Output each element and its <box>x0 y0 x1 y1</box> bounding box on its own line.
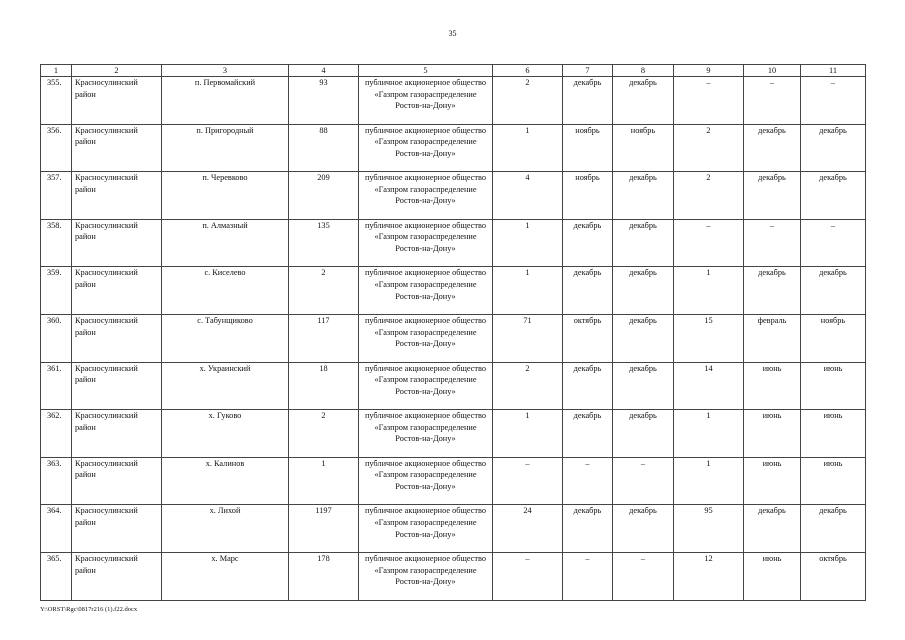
table-row <box>41 457 866 505</box>
cell-month-start-2: декабрь <box>744 172 801 220</box>
cell-month-start: декабрь <box>563 77 613 125</box>
cell-count: 1 <box>493 219 563 267</box>
cell-count: 2 <box>493 362 563 410</box>
table-row <box>41 172 866 220</box>
cell-settlement: п. Первомайский <box>162 77 289 125</box>
cell-month-end-2: июнь <box>801 457 866 505</box>
cell-month-end-2: декабрь <box>801 505 866 553</box>
cell-month-start-2: июнь <box>744 457 801 505</box>
cell-row-number: 365. <box>41 552 72 600</box>
column-header-9: 9 <box>674 65 744 77</box>
cell-month-end: ноябрь <box>613 124 674 172</box>
cell-settlement: п. Пригородный <box>162 124 289 172</box>
cell-organization: публичное акционерное общество «Газпром газораспределение Ростов-на-Дону» <box>359 457 493 505</box>
cell-row-number: 364. <box>41 505 72 553</box>
cell-row-number: 359. <box>41 267 72 315</box>
cell-month-end-2: декабрь <box>801 124 866 172</box>
cell-row-number: 362. <box>41 410 72 458</box>
cell-count-2: 1 <box>674 410 744 458</box>
cell-quantity: 117 <box>289 314 359 362</box>
cell-month-start: декабрь <box>563 410 613 458</box>
cell-month-start: декабрь <box>563 505 613 553</box>
cell-quantity: 135 <box>289 219 359 267</box>
table-row <box>41 77 866 125</box>
cell-district: Красносулинский район <box>72 314 162 362</box>
cell-month-end: декабрь <box>613 77 674 125</box>
cell-month-end: – <box>613 457 674 505</box>
cell-count: 1 <box>493 267 563 315</box>
table-row <box>41 219 866 267</box>
cell-month-start-2: июнь <box>744 410 801 458</box>
cell-district: Красносулинский район <box>72 77 162 125</box>
table-row <box>41 552 866 600</box>
cell-month-end: – <box>613 552 674 600</box>
cell-month-end-2: июнь <box>801 362 866 410</box>
cell-month-start: ноябрь <box>563 124 613 172</box>
table-row <box>41 267 866 315</box>
cell-organization: публичное акционерное общество «Газпром газораспределение Ростов-на-Дону» <box>359 362 493 410</box>
cell-month-start-2: декабрь <box>744 267 801 315</box>
cell-count-2: 15 <box>674 314 744 362</box>
cell-count: 2 <box>493 77 563 125</box>
cell-month-start-2: июнь <box>744 362 801 410</box>
cell-month-end: декабрь <box>613 505 674 553</box>
cell-month-end-2: декабрь <box>801 172 866 220</box>
cell-quantity: 178 <box>289 552 359 600</box>
cell-month-start: ноябрь <box>563 172 613 220</box>
data-table <box>40 64 866 601</box>
cell-month-start-2: – <box>744 219 801 267</box>
cell-count-2: 2 <box>674 124 744 172</box>
cell-district: Красносулинский район <box>72 552 162 600</box>
cell-quantity: 2 <box>289 267 359 315</box>
table-body <box>41 77 866 601</box>
column-header-10: 10 <box>744 65 801 77</box>
cell-count-2: – <box>674 219 744 267</box>
cell-month-start: декабрь <box>563 219 613 267</box>
cell-count: 4 <box>493 172 563 220</box>
cell-organization: публичное акционерное общество «Газпром газораспределение Ростов-на-Дону» <box>359 172 493 220</box>
cell-settlement: х. Марс <box>162 552 289 600</box>
cell-month-end: декабрь <box>613 172 674 220</box>
cell-count-2: 95 <box>674 505 744 553</box>
cell-count-2: 1 <box>674 457 744 505</box>
column-header-4: 4 <box>289 65 359 77</box>
column-header-7: 7 <box>563 65 613 77</box>
cell-month-start-2: – <box>744 77 801 125</box>
cell-month-end: декабрь <box>613 267 674 315</box>
page-number: 35 <box>448 29 457 38</box>
cell-count-2: – <box>674 77 744 125</box>
cell-organization: публичное акционерное общество «Газпром газораспределение Ростов-на-Дону» <box>359 552 493 600</box>
cell-settlement: п. Черевково <box>162 172 289 220</box>
cell-district: Красносулинский район <box>72 505 162 553</box>
cell-count-2: 12 <box>674 552 744 600</box>
cell-row-number: 363. <box>41 457 72 505</box>
cell-month-start: – <box>563 457 613 505</box>
cell-organization: публичное акционерное общество «Газпром газораспределение Ростов-на-Дону» <box>359 77 493 125</box>
table-row <box>41 314 866 362</box>
column-header-3: 3 <box>162 65 289 77</box>
cell-row-number: 361. <box>41 362 72 410</box>
cell-row-number: 357. <box>41 172 72 220</box>
table-row <box>41 410 866 458</box>
table-row <box>41 124 866 172</box>
column-header-5: 5 <box>359 65 493 77</box>
column-header-1: 1 <box>41 65 72 77</box>
cell-month-start: декабрь <box>563 362 613 410</box>
cell-quantity: 93 <box>289 77 359 125</box>
cell-quantity: 2 <box>289 410 359 458</box>
table-row <box>41 505 866 553</box>
cell-settlement: х. Украинский <box>162 362 289 410</box>
cell-count: 1 <box>493 410 563 458</box>
cell-settlement: п. Алмазный <box>162 219 289 267</box>
cell-organization: публичное акционерное общество «Газпром газораспределение Ростов-на-Дону» <box>359 410 493 458</box>
cell-month-end-2: июнь <box>801 410 866 458</box>
cell-quantity: 209 <box>289 172 359 220</box>
cell-month-end-2: ноябрь <box>801 314 866 362</box>
cell-row-number: 360. <box>41 314 72 362</box>
table-row <box>41 362 866 410</box>
cell-organization: публичное акционерное общество «Газпром газораспределение Ростов-на-Дону» <box>359 124 493 172</box>
cell-settlement: с. Табунщиково <box>162 314 289 362</box>
cell-count-2: 1 <box>674 267 744 315</box>
cell-district: Красносулинский район <box>72 457 162 505</box>
cell-organization: публичное акционерное общество «Газпром газораспределение Ростов-на-Дону» <box>359 219 493 267</box>
cell-row-number: 356. <box>41 124 72 172</box>
cell-organization: публичное акционерное общество «Газпром газораспределение Ростов-на-Дону» <box>359 314 493 362</box>
cell-month-start-2: февраль <box>744 314 801 362</box>
column-header-2: 2 <box>72 65 162 77</box>
cell-month-start-2: июнь <box>744 552 801 600</box>
cell-month-start: – <box>563 552 613 600</box>
cell-settlement: с. Киселево <box>162 267 289 315</box>
cell-settlement: х. Гуково <box>162 410 289 458</box>
cell-count: 71 <box>493 314 563 362</box>
cell-month-end: декабрь <box>613 314 674 362</box>
cell-month-end-2: октябрь <box>801 552 866 600</box>
cell-district: Красносулинский район <box>72 267 162 315</box>
cell-month-end-2: декабрь <box>801 267 866 315</box>
cell-quantity: 18 <box>289 362 359 410</box>
header-row <box>41 65 866 77</box>
cell-organization: публичное акционерное общество «Газпром газораспределение Ростов-на-Дону» <box>359 267 493 315</box>
cell-district: Красносулинский район <box>72 410 162 458</box>
cell-month-start-2: декабрь <box>744 505 801 553</box>
cell-month-end: декабрь <box>613 219 674 267</box>
cell-settlement: х. Калинов <box>162 457 289 505</box>
cell-district: Красносулинский район <box>72 172 162 220</box>
cell-count: – <box>493 552 563 600</box>
cell-count: 1 <box>493 124 563 172</box>
cell-quantity: 1197 <box>289 505 359 553</box>
cell-month-end: декабрь <box>613 410 674 458</box>
cell-row-number: 358. <box>41 219 72 267</box>
column-header-6: 6 <box>493 65 563 77</box>
cell-count: 24 <box>493 505 563 553</box>
cell-organization: публичное акционерное общество «Газпром газораспределение Ростов-на-Дону» <box>359 505 493 553</box>
cell-district: Красносулинский район <box>72 362 162 410</box>
cell-month-end: декабрь <box>613 362 674 410</box>
cell-count-2: 14 <box>674 362 744 410</box>
cell-settlement: х. Лихой <box>162 505 289 553</box>
cell-district: Красносулинский район <box>72 124 162 172</box>
cell-month-end-2: – <box>801 77 866 125</box>
column-header-8: 8 <box>613 65 674 77</box>
cell-quantity: 1 <box>289 457 359 505</box>
cell-district: Красносулинский район <box>72 219 162 267</box>
cell-month-start: октябрь <box>563 314 613 362</box>
cell-month-start: декабрь <box>563 267 613 315</box>
cell-row-number: 355. <box>41 77 72 125</box>
cell-quantity: 88 <box>289 124 359 172</box>
column-header-11: 11 <box>801 65 866 77</box>
cell-count-2: 2 <box>674 172 744 220</box>
footer-file-path: Y:\ORST\Rgc\0817r216 (1).f22.docx <box>40 606 138 613</box>
cell-month-end-2: – <box>801 219 866 267</box>
cell-count: – <box>493 457 563 505</box>
cell-month-start-2: декабрь <box>744 124 801 172</box>
